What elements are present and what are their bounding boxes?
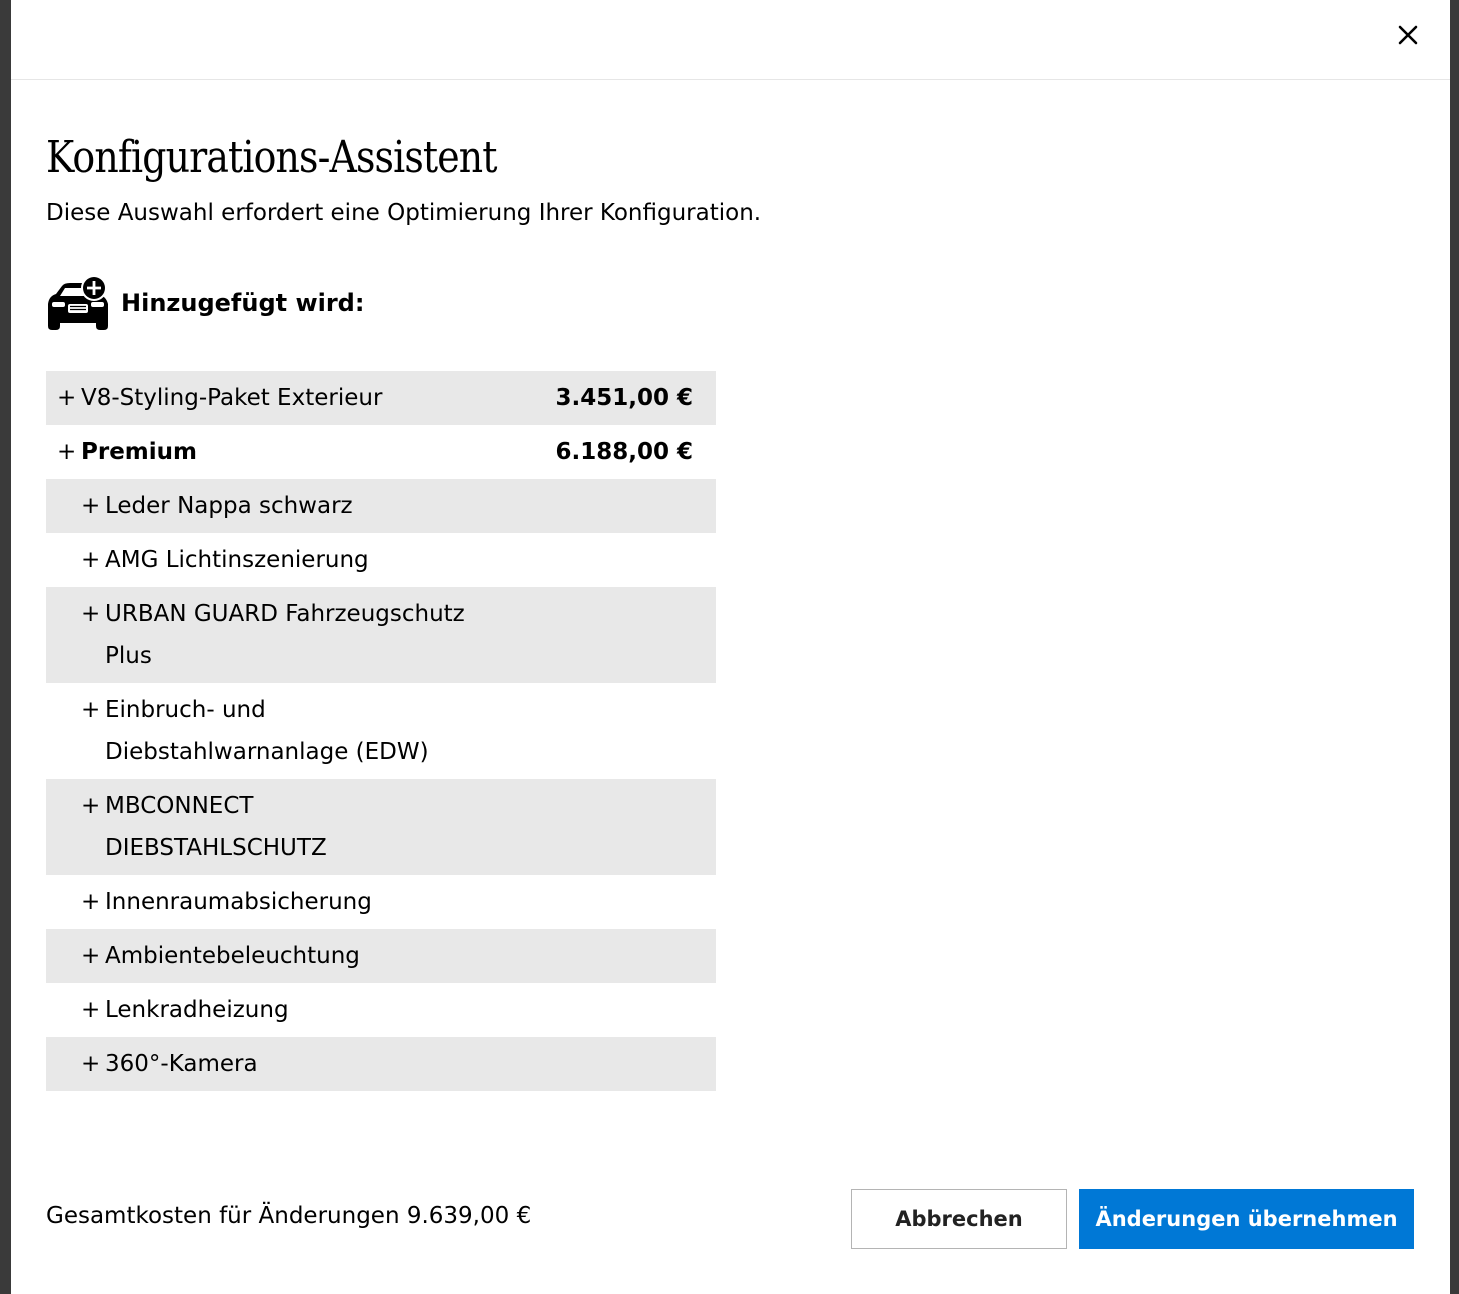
plus-icon: +: [81, 1051, 101, 1077]
item-label: URBAN GUARD Fahrzeugschutz Plus: [105, 601, 465, 669]
item-price: 3.451,00 €: [555, 385, 693, 411]
total-cost: Gesamtkosten für Änderungen 9.639,00 €: [46, 1203, 532, 1229]
backdrop-left: [0, 0, 11, 1294]
car-plus-icon: [46, 274, 110, 332]
plus-icon: +: [81, 493, 101, 519]
plus-icon: +: [57, 385, 77, 411]
plus-icon: +: [81, 547, 101, 573]
list-item: [46, 587, 716, 683]
added-section-header: [46, 274, 364, 332]
added-items-list: [46, 371, 716, 1091]
plus-icon: +: [57, 439, 77, 465]
list-item: [46, 779, 716, 875]
plus-icon: +: [81, 697, 101, 723]
item-label: 360°-Kamera: [105, 1051, 258, 1077]
dialog-title: Konfigurations-Assistent: [46, 132, 497, 183]
dialog-subtitle: Diese Auswahl erfordert eine Optimierung Ihrer Konfiguration.: [46, 200, 762, 226]
item-label: Premium: [81, 439, 197, 465]
close-icon: [1398, 25, 1418, 45]
item-label: AMG Lichtinszenierung: [105, 547, 369, 573]
list-item: [46, 533, 716, 587]
list-item: [46, 683, 716, 779]
item-label: Einbruch- und Diebstahlwarnanlage (EDW): [105, 697, 429, 765]
list-item: [46, 371, 716, 425]
plus-icon: +: [81, 601, 101, 627]
dialog-header: [11, 0, 1450, 80]
item-label: Leder Nappa schwarz: [105, 493, 353, 519]
list-item: [46, 875, 716, 929]
list-item: [46, 929, 716, 983]
apply-changes-button[interactable]: Änderungen übernehmen: [1079, 1189, 1414, 1249]
close-button[interactable]: [1391, 18, 1425, 52]
list-item: [46, 983, 716, 1037]
configuration-assistant-dialog: [11, 0, 1450, 1294]
item-label: Ambientebeleuchtung: [105, 943, 360, 969]
plus-icon: +: [81, 943, 101, 969]
plus-icon: +: [81, 793, 101, 819]
item-label: Innenraumabsicherung: [105, 889, 372, 915]
item-label: V8-Styling-Paket Exterieur: [81, 385, 383, 411]
list-item: [46, 479, 716, 533]
plus-icon: +: [81, 889, 101, 915]
item-label: Lenkradheizung: [105, 997, 289, 1023]
list-item: [46, 1037, 716, 1091]
plus-icon: +: [81, 997, 101, 1023]
list-item: [46, 425, 716, 479]
item-label: MBCONNECT DIEBSTAHLSCHUTZ: [105, 793, 327, 861]
backdrop-right: [1450, 0, 1459, 1294]
item-price: 6.188,00 €: [555, 439, 693, 465]
added-section-label: Hinzugefügt wird:: [121, 289, 365, 317]
cancel-button[interactable]: Abbrechen: [851, 1189, 1067, 1249]
